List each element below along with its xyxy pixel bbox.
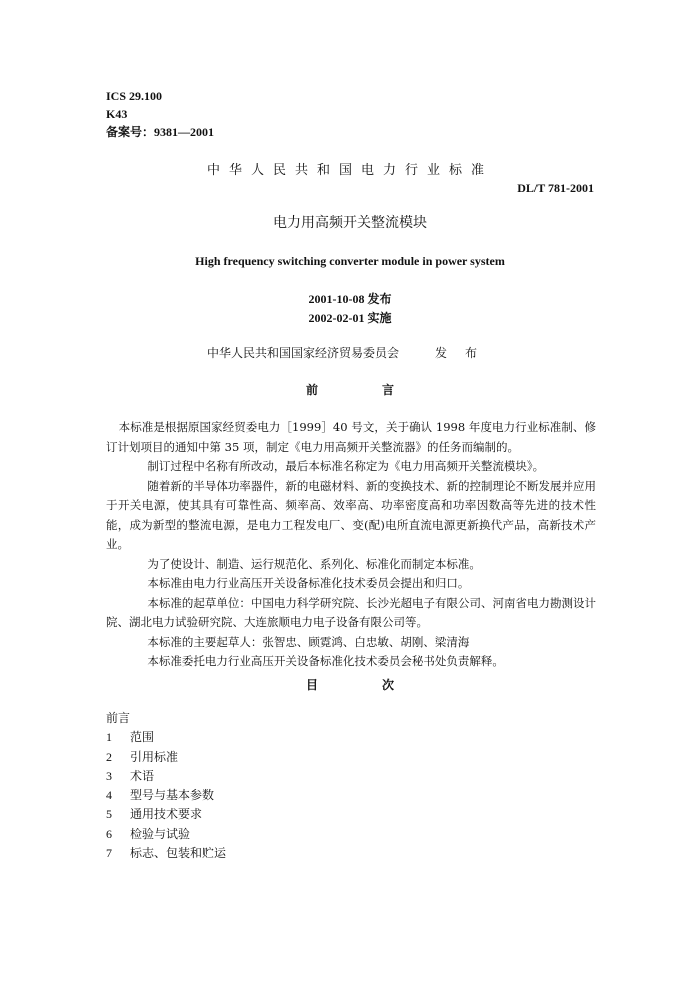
toc-item[interactable] (106, 767, 226, 786)
toc-heading-b: 次 (382, 678, 395, 692)
industry-standard-title: 中华人民共和国电力行业标准 (206, 163, 493, 178)
issue-date: 2001-10-08 发布 (308, 292, 392, 306)
foreword-body (106, 418, 596, 672)
issuer-action: 发布 (435, 346, 496, 360)
toc-heading (0, 676, 700, 693)
toc-item-label: 检验与试验 (130, 826, 191, 841)
foreword-paragraph: 本标准委托电力行业高压开关设备标准化技术委员会秘书处负责解释。 (147, 654, 504, 668)
toc-item-number: 6 (106, 826, 112, 841)
toc-item-label: 术语 (130, 768, 155, 783)
foreword-heading (0, 381, 700, 398)
standard-title-cn: 电力用高频开关整流模块 (273, 215, 427, 231)
toc-item[interactable] (106, 786, 226, 805)
toc-item[interactable] (106, 728, 226, 747)
foreword-paragraph: 为了使设计、制造、运行规范化、系列化、标准化而制定本标准。 (147, 556, 481, 571)
toc-item-label: 引用标准 (130, 749, 179, 764)
foreword-heading-b: 言 (382, 383, 395, 397)
foreword-paragraph: 本标准是根据原国家经贸委电力［1999］40 号文，关于确认 1998 年度电力行业标准制、修订计划项目的通知中第 35 项，制定《电力用高频开关整流器》的任务而编制的。 (106, 420, 596, 454)
toc-item-number: 4 (106, 788, 112, 803)
toc-heading-a: 目 (305, 678, 318, 692)
toc-item[interactable] (106, 748, 226, 767)
toc-item-number: 1 (106, 730, 112, 745)
table-of-contents (106, 709, 226, 863)
foreword-paragraph: 制订过程中名称有所改动，最后本标准名称定为《电力用高频开关整流模块》。 (147, 459, 545, 473)
foreword-paragraph: 随着新的半导体功率器件，新的电磁材料、新的变换技术、新的控制理论不断发展并应用于开关电源，使其具有可靠性高、频率高、效率高、功率密度高和功率因数高等先进的技术性能，成为新型的整流电源，是电力工程发电厂、变(配)电所直流电源更新换代产品，高新技术产业。 (106, 478, 596, 551)
toc-item-label: 型号与基本参数 (130, 788, 215, 803)
foreword-paragraph: 本标准的主要起草人：张智忠、顾霓鸿、白忠敏、胡刚、梁清海 (147, 634, 470, 649)
standard-code: DL/T 781-2001 (517, 181, 594, 195)
toc-item-label: 标志、包装和贮运 (130, 846, 227, 861)
toc-item-number: 2 (106, 749, 112, 764)
toc-item-number: 5 (106, 807, 112, 822)
toc-item-number: 7 (106, 846, 112, 861)
classification-code: K43 (106, 107, 128, 121)
standard-dates (0, 290, 700, 328)
toc-item[interactable] (106, 844, 226, 863)
record-number: 备案号：9381—2001 (106, 125, 215, 139)
issuer-line (207, 344, 495, 361)
standard-title-en: High frequency switching converter module in power system (195, 254, 505, 268)
toc-item[interactable] (106, 709, 226, 728)
toc-item-number: 3 (106, 768, 112, 783)
foreword-paragraph: 本标准由电力行业高压开关设备标准化技术委员会提出和归口。 (147, 576, 470, 590)
toc-item[interactable] (106, 825, 226, 844)
implement-date: 2002-02-01 实施 (308, 311, 392, 325)
toc-item-label: 前言 (106, 711, 131, 725)
toc-item-label: 范围 (130, 730, 155, 745)
document-meta (106, 87, 214, 141)
toc-item[interactable] (106, 805, 226, 824)
toc-item-label: 通用技术要求 (130, 807, 203, 822)
issuer-name: 中华人民共和国国家经济贸易委员会 (207, 346, 400, 360)
foreword-heading-a: 前 (305, 383, 318, 397)
foreword-paragraph: 本标准的起草单位：中国电力科学研究院、长沙光超电子有限公司、河南省电力勘测设计院、湖北电力试验研究院、大连旅顺电力电子设备有限公司等。 (106, 595, 596, 629)
ics-code: ICS 29.100 (106, 89, 163, 103)
